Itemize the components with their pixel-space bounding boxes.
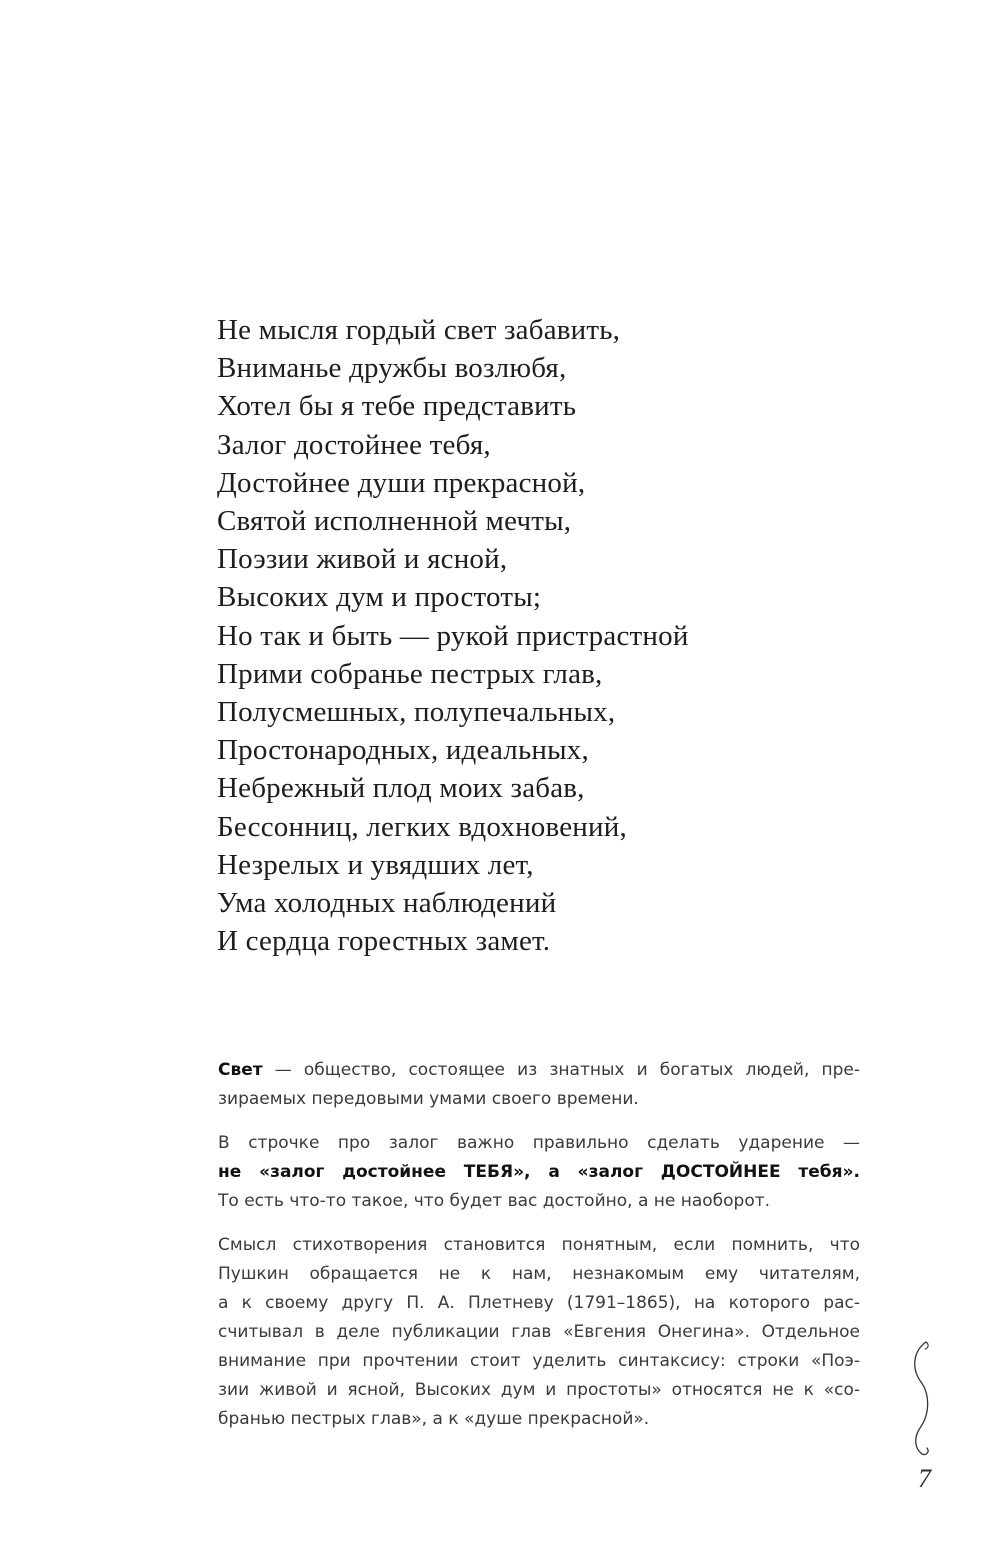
note-line [218,1056,860,1085]
note-line [218,1158,860,1187]
note-term: Свет [218,1060,263,1080]
note-line: То есть что-то такое, что будет вас достойно, а не наоборот. [218,1191,771,1211]
poem-line: Ума холодных наблюдений [217,887,557,920]
note-svet [218,1056,860,1114]
note-line: бранью пестрых глав», а к «душе прекрасной». [218,1409,650,1429]
note-line: Пушкин обращается не к нам, незнакомым ему читателям, [218,1264,860,1284]
note-line: зираемых передовыми умами своего времени. [218,1089,639,1109]
poem-line: Святой исполненной мечты, [217,505,572,538]
poem-dedication [217,311,857,960]
note-emphasis: не «залог достойнее ТЕБЯ», а «залог ДОСТОЙНЕЕ тебя». [218,1162,860,1182]
note-text: — общество, состоящее из знатных и богатых людей, пре- [262,1060,860,1080]
note-line: В строчке про залог важно правильно сделать ударение — [218,1133,860,1153]
poem-line: Поэзии живой и ясной, [217,543,508,576]
note-meaning [218,1231,860,1434]
poem-line: Залог достойнее тебя, [217,428,491,461]
note-line: а к своему другу П. А. Плетневу (1791–1865), на которого рас- [218,1293,860,1313]
poem-line: Не мысля гордый свет забавить, [217,314,621,346]
poem-line: Простонародных, идеальных, [217,734,589,767]
note-line: зии живой и ясной, Высоких дум и простоты» относятся не к «со- [218,1380,860,1400]
commentary-notes [218,1056,860,1434]
note-line: Смысл стихотворения становится понятным, если помнить, что [218,1235,860,1255]
poem-line: Полусмешных, полупечальных, [217,696,616,729]
poem-line: Прими собранье пестрых глав, [217,657,603,690]
poem-line: Достойнее души прекрасной, [217,466,586,499]
poem-line: Бессонниц, легких вдохновений, [217,810,627,843]
note-line: внимание при прочтении стоит уделить синтаксису: строки «Поэ- [218,1351,860,1371]
page-number: 7 [918,1464,931,1493]
note-stress [218,1129,860,1216]
ornament-flourish-icon [906,1340,934,1456]
note-line: считывал в деле публикации глав «Евгения Онегина». Отдельное [218,1322,860,1342]
poem-line: Небрежный плод моих забав, [217,772,585,805]
poem-line: Незрелых и увядших лет, [217,848,534,881]
poem-line: Но так и быть — рукой пристрастной [217,619,689,652]
poem-line: Вниманье дружбы возлюбя, [217,352,567,385]
poem-line: Высоких дум и простоты; [217,581,542,614]
poem-line: Хотел бы я тебе представить [217,390,577,423]
poem-line: И сердца горестных замет. [217,925,551,958]
